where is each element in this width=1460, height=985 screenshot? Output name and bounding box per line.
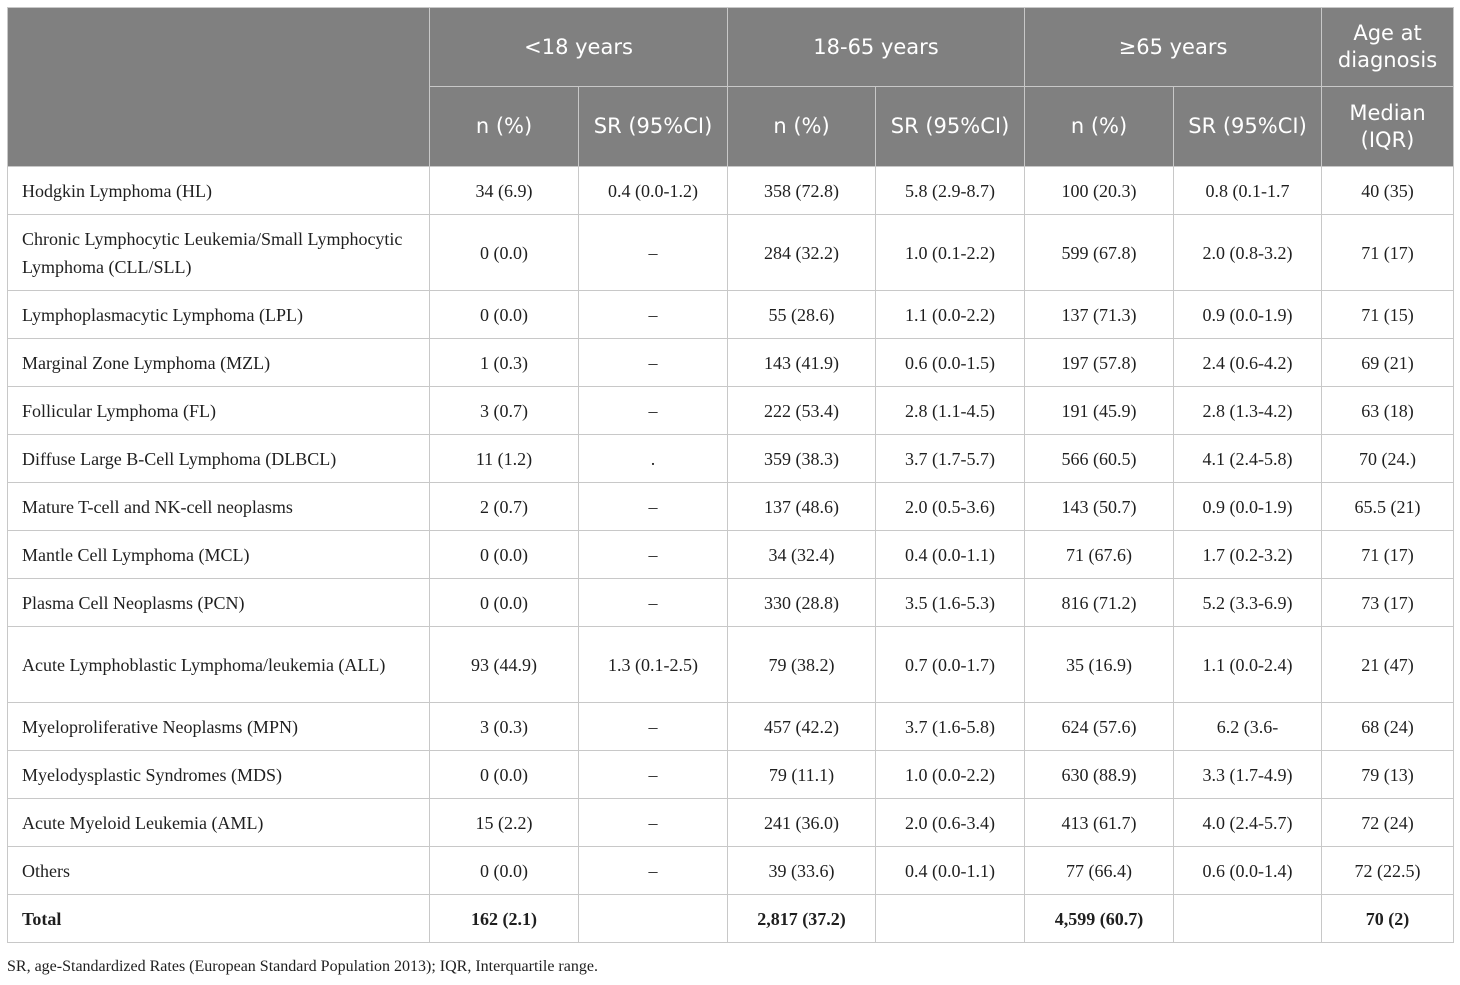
table-cell: 40 (35)	[1322, 167, 1454, 215]
table-cell: 2.0 (0.6-3.4)	[876, 799, 1025, 847]
table-cell: 0.4 (0.0-1.1)	[876, 531, 1025, 579]
row-label: Lymphoplasmacytic Lymphoma (LPL)	[8, 291, 430, 339]
table-cell: 2.4 (0.6-4.2)	[1174, 339, 1322, 387]
row-label: Acute Myeloid Leukemia (AML)	[8, 799, 430, 847]
table-row	[8, 531, 1454, 579]
table-cell: 1 (0.3)	[430, 339, 579, 387]
sub-header: Median (IQR)	[1322, 87, 1454, 167]
table-cell: 68 (24)	[1322, 703, 1454, 751]
table-row	[8, 579, 1454, 627]
table-cell: 0 (0.0)	[430, 579, 579, 627]
table-cell: –	[579, 703, 728, 751]
table-cell: 3.7 (1.7-5.7)	[876, 435, 1025, 483]
table-cell: 79 (38.2)	[728, 627, 876, 703]
group-header-age-at-diagnosis: Age at diagnosis	[1322, 8, 1454, 87]
group-header-18-65: 18-65 years	[728, 8, 1025, 87]
table-cell: 71 (15)	[1322, 291, 1454, 339]
table-cell: 70 (24.)	[1322, 435, 1454, 483]
row-label: Follicular Lymphoma (FL)	[8, 387, 430, 435]
table-cell: 0.6 (0.0-1.5)	[876, 339, 1025, 387]
table-cell: 77 (66.4)	[1025, 847, 1174, 895]
table-row	[8, 627, 1454, 703]
table-row	[8, 215, 1454, 291]
row-label: Total	[8, 895, 430, 943]
table-cell: 1.0 (0.1-2.2)	[876, 215, 1025, 291]
table-cell	[579, 895, 728, 943]
table-cell: 3.3 (1.7-4.9)	[1174, 751, 1322, 799]
table-cell: 624 (57.6)	[1025, 703, 1174, 751]
table-cell: 162 (2.1)	[430, 895, 579, 943]
table-cell: 3.7 (1.6-5.8)	[876, 703, 1025, 751]
table-cell: 2.8 (1.3-4.2)	[1174, 387, 1322, 435]
table-cell: 0 (0.0)	[430, 531, 579, 579]
sub-header: n (%)	[430, 87, 579, 167]
table-cell: 0.4 (0.0-1.2)	[579, 167, 728, 215]
table-row	[8, 167, 1454, 215]
row-label: Plasma Cell Neoplasms (PCN)	[8, 579, 430, 627]
table-cell: 4.0 (2.4-5.7)	[1174, 799, 1322, 847]
table-cell: 3 (0.7)	[430, 387, 579, 435]
table-cell: 1.0 (0.0-2.2)	[876, 751, 1025, 799]
table-cell: 72 (24)	[1322, 799, 1454, 847]
empty-corner-header	[8, 8, 430, 167]
table-cell: 0.4 (0.0-1.1)	[876, 847, 1025, 895]
table-cell: 4.1 (2.4-5.8)	[1174, 435, 1322, 483]
row-label: Mature T-cell and NK-cell neoplasms	[8, 483, 430, 531]
table-cell: 1.7 (0.2-3.2)	[1174, 531, 1322, 579]
table-cell: 69 (21)	[1322, 339, 1454, 387]
table-cell: 70 (2)	[1322, 895, 1454, 943]
table-cell: 3.5 (1.6-5.3)	[876, 579, 1025, 627]
table-cell: 65.5 (21)	[1322, 483, 1454, 531]
table-cell: 0.6 (0.0-1.4)	[1174, 847, 1322, 895]
table-row	[8, 703, 1454, 751]
table-cell: 39 (33.6)	[728, 847, 876, 895]
total-row	[8, 895, 1454, 943]
table-cell: 816 (71.2)	[1025, 579, 1174, 627]
table-row	[8, 751, 1454, 799]
table-cell: 0 (0.0)	[430, 751, 579, 799]
table-cell: 359 (38.3)	[728, 435, 876, 483]
table-cell	[1174, 895, 1322, 943]
table-cell: 0.9 (0.0-1.9)	[1174, 291, 1322, 339]
table-cell: 0.9 (0.0-1.9)	[1174, 483, 1322, 531]
table-cell: 2 (0.7)	[430, 483, 579, 531]
table-cell: 93 (44.9)	[430, 627, 579, 703]
table-cell: 137 (71.3)	[1025, 291, 1174, 339]
table-cell: –	[579, 847, 728, 895]
table-cell: 599 (67.8)	[1025, 215, 1174, 291]
table-body	[8, 167, 1454, 943]
table-cell: 330 (28.8)	[728, 579, 876, 627]
sub-header: SR (95%CI)	[876, 87, 1025, 167]
table-cell: 34 (6.9)	[430, 167, 579, 215]
table-cell: 137 (48.6)	[728, 483, 876, 531]
table-cell: 72 (22.5)	[1322, 847, 1454, 895]
table-cell: 1.1 (0.0-2.4)	[1174, 627, 1322, 703]
table-cell: 0.8 (0.1-1.7	[1174, 167, 1322, 215]
table-cell: 566 (60.5)	[1025, 435, 1174, 483]
table-row	[8, 483, 1454, 531]
table-cell: 71 (17)	[1322, 215, 1454, 291]
table-cell: 5.8 (2.9-8.7)	[876, 167, 1025, 215]
table-cell: 630 (88.9)	[1025, 751, 1174, 799]
incidence-table	[7, 7, 1454, 943]
table-cell: 21 (47)	[1322, 627, 1454, 703]
table-row	[8, 435, 1454, 483]
table-cell: 143 (41.9)	[728, 339, 876, 387]
table-cell: –	[579, 751, 728, 799]
row-label: Diffuse Large B-Cell Lymphoma (DLBCL)	[8, 435, 430, 483]
table-cell: 4,599 (60.7)	[1025, 895, 1174, 943]
row-label: Myelodysplastic Syndromes (MDS)	[8, 751, 430, 799]
table-cell: 5.2 (3.3-6.9)	[1174, 579, 1322, 627]
row-label: Mantle Cell Lymphoma (MCL)	[8, 531, 430, 579]
table-cell: 15 (2.2)	[430, 799, 579, 847]
row-label: Chronic Lymphocytic Leukemia/Small Lymphocytic Lymphoma (CLL/SLL)	[8, 215, 430, 291]
table-cell: –	[579, 339, 728, 387]
sub-header: SR (95%CI)	[579, 87, 728, 167]
table-cell: 11 (1.2)	[430, 435, 579, 483]
table-cell: 222 (53.4)	[728, 387, 876, 435]
table-cell: 55 (28.6)	[728, 291, 876, 339]
sub-header: n (%)	[1025, 87, 1174, 167]
table-cell: –	[579, 483, 728, 531]
table-cell: –	[579, 291, 728, 339]
row-label: Others	[8, 847, 430, 895]
table-cell: 1.1 (0.0-2.2)	[876, 291, 1025, 339]
table-cell: 2.0 (0.8-3.2)	[1174, 215, 1322, 291]
row-label: Myeloproliferative Neoplasms (MPN)	[8, 703, 430, 751]
row-label: Marginal Zone Lymphoma (MZL)	[8, 339, 430, 387]
table-cell: –	[579, 387, 728, 435]
table-cell: .	[579, 435, 728, 483]
table-cell: –	[579, 215, 728, 291]
sub-header: n (%)	[728, 87, 876, 167]
sub-header: SR (95%CI)	[1174, 87, 1322, 167]
table-footnote: SR, age-Standardized Rates (European Standard Population 2013); IQR, Interquartile range.	[7, 958, 598, 975]
table-cell: 73 (17)	[1322, 579, 1454, 627]
table-cell: 1.3 (0.1-2.5)	[579, 627, 728, 703]
table-row	[8, 799, 1454, 847]
table-cell: 0 (0.0)	[430, 215, 579, 291]
table-row	[8, 339, 1454, 387]
row-label: Hodgkin Lymphoma (HL)	[8, 167, 430, 215]
table-cell: 457 (42.2)	[728, 703, 876, 751]
group-header-65-plus: ≥65 years	[1025, 8, 1322, 87]
table-cell: 2,817 (37.2)	[728, 895, 876, 943]
table-row	[8, 291, 1454, 339]
table-cell: 71 (67.6)	[1025, 531, 1174, 579]
table-cell: 2.0 (0.5-3.6)	[876, 483, 1025, 531]
table-cell: 35 (16.9)	[1025, 627, 1174, 703]
table-cell	[876, 895, 1025, 943]
table-cell: 0 (0.0)	[430, 291, 579, 339]
table-row	[8, 387, 1454, 435]
table-cell: 2.8 (1.1-4.5)	[876, 387, 1025, 435]
table-cell: –	[579, 579, 728, 627]
table-cell: 79 (13)	[1322, 751, 1454, 799]
table-cell: –	[579, 531, 728, 579]
table-cell: 3 (0.3)	[430, 703, 579, 751]
table-cell: 6.2 (3.6-	[1174, 703, 1322, 751]
table-cell: 0.7 (0.0-1.7)	[876, 627, 1025, 703]
table-cell: 100 (20.3)	[1025, 167, 1174, 215]
table-cell: 63 (18)	[1322, 387, 1454, 435]
group-header-under-18: <18 years	[430, 8, 728, 87]
table-cell: 284 (32.2)	[728, 215, 876, 291]
table-cell: 358 (72.8)	[728, 167, 876, 215]
table-cell: 197 (57.8)	[1025, 339, 1174, 387]
table-cell: 241 (36.0)	[728, 799, 876, 847]
table-cell: 413 (61.7)	[1025, 799, 1174, 847]
table-row	[8, 847, 1454, 895]
table-cell: –	[579, 799, 728, 847]
row-label: Acute Lymphoblastic Lymphoma/leukemia (ALL)	[8, 627, 430, 703]
table-cell: 0 (0.0)	[430, 847, 579, 895]
table-cell: 191 (45.9)	[1025, 387, 1174, 435]
table-cell: 79 (11.1)	[728, 751, 876, 799]
table-cell: 143 (50.7)	[1025, 483, 1174, 531]
table-cell: 34 (32.4)	[728, 531, 876, 579]
table-cell: 71 (17)	[1322, 531, 1454, 579]
